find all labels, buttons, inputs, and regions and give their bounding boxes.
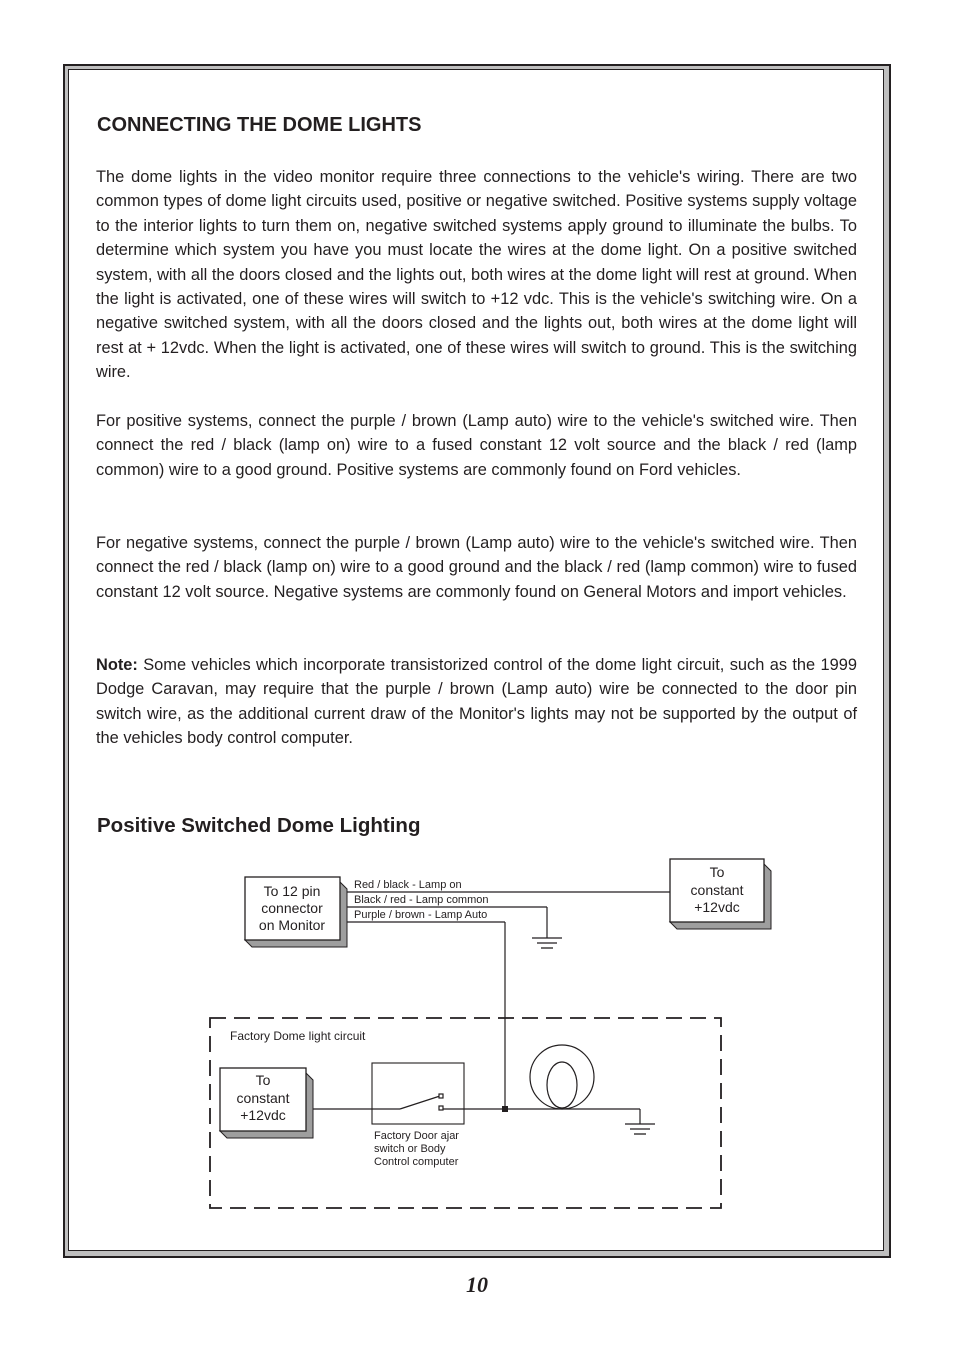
ground-icon-bottom bbox=[625, 1124, 655, 1134]
switch-label-line-3: Control computer bbox=[374, 1156, 459, 1168]
monitor-box-line-3: on Monitor bbox=[258, 917, 326, 933]
monitor-box-line-1: To 12 pin bbox=[263, 883, 321, 899]
positive-systems-paragraph: For positive systems, connect the purple / brown (Lamp auto) wire to the vehicle's switched wire. Then connect the red / black (lamp on) wire to a fused constant 12 volt source and the black / red (lamp common) wire to a good ground. Positive systems are commonly found on Ford vehicles. bbox=[96, 412, 857, 479]
page-number: 10 bbox=[466, 1272, 488, 1297]
diagram-heading: Positive Switched Dome Lighting bbox=[97, 814, 421, 837]
constant-12vdc-box-left bbox=[220, 1068, 313, 1138]
dome-lamp-icon bbox=[530, 1045, 594, 1109]
label-purple-brown: Purple / brown - Lamp Auto bbox=[354, 909, 488, 921]
section-heading: CONNECTING THE DOME LIGHTS bbox=[97, 114, 422, 136]
wire-junction-dot bbox=[502, 1106, 508, 1112]
switch-assembly bbox=[313, 1063, 640, 1124]
top-constant-line-2: constant bbox=[690, 882, 744, 898]
door-switch-box bbox=[372, 1063, 464, 1124]
switch-lever-icon bbox=[400, 1096, 440, 1109]
monitor-connector-box bbox=[245, 877, 347, 947]
left-constant-line-2: constant bbox=[236, 1090, 290, 1106]
negative-systems-paragraph: For negative systems, connect the purple / brown (Lamp auto) wire to the vehicle's switched wire. Then connect the red / black (lamp on) wire to a good ground and the black / red (lamp common) wire to fused constant 12 volt source. Negative systems are commonly found on General Motors and import vehicles. bbox=[96, 534, 857, 601]
left-constant-line-1: To bbox=[255, 1072, 271, 1088]
factory-circuit-label: Factory Dome light circuit bbox=[230, 1029, 366, 1043]
note-text: Some vehicles which incorporate transistorized control of the dome light circuit, such as the 1999 Dodge Caravan, may require that the purple / brown (Lamp auto) wire be connected to the door pin switch wire, as the additional current draw of the Monitor's lights may not be supported by the output of the vehicles body control computer. bbox=[96, 656, 857, 748]
label-red-black: Red / black - Lamp on bbox=[354, 879, 462, 891]
left-constant-line-3: +12vdc bbox=[240, 1107, 286, 1123]
monitor-box-line-2: connector bbox=[261, 900, 323, 916]
note-label: Note: bbox=[96, 656, 138, 674]
intro-paragraph: The dome lights in the video monitor require three connections to the vehicle's wiring. There are two common types of dome light circuits used, positive or negative switched. Positive systems supply voltage to the interior lights to turn them on, negative switched systems apply ground to illuminate the bulbs. To determine which system you have you must locate the wires at the dome light. On a positive switched system, with all the doors closed and the lights out, both wires at the dome light will rest at ground. When the light is activated, one of these wires will switch to +12 vdc. This is the vehicle's switching wire. On a negative switched system, with all the doors closed and the lights out, both wires at the dome light will rest at + 12vdc. When the light is activated, one of these wires will switch to ground. This is the switching wire. bbox=[96, 168, 857, 382]
top-constant-line-1: To bbox=[709, 864, 725, 880]
top-constant-line-3: +12vdc bbox=[694, 899, 740, 915]
label-black-red: Black / red - Lamp common bbox=[354, 894, 489, 906]
switch-label-line-2: switch or Body bbox=[374, 1143, 446, 1155]
constant-12vdc-box-top bbox=[670, 859, 771, 929]
switch-label-line-1: Factory Door ajar bbox=[374, 1130, 459, 1142]
monitor-wires bbox=[347, 892, 670, 1109]
ground-icon bbox=[532, 938, 562, 948]
